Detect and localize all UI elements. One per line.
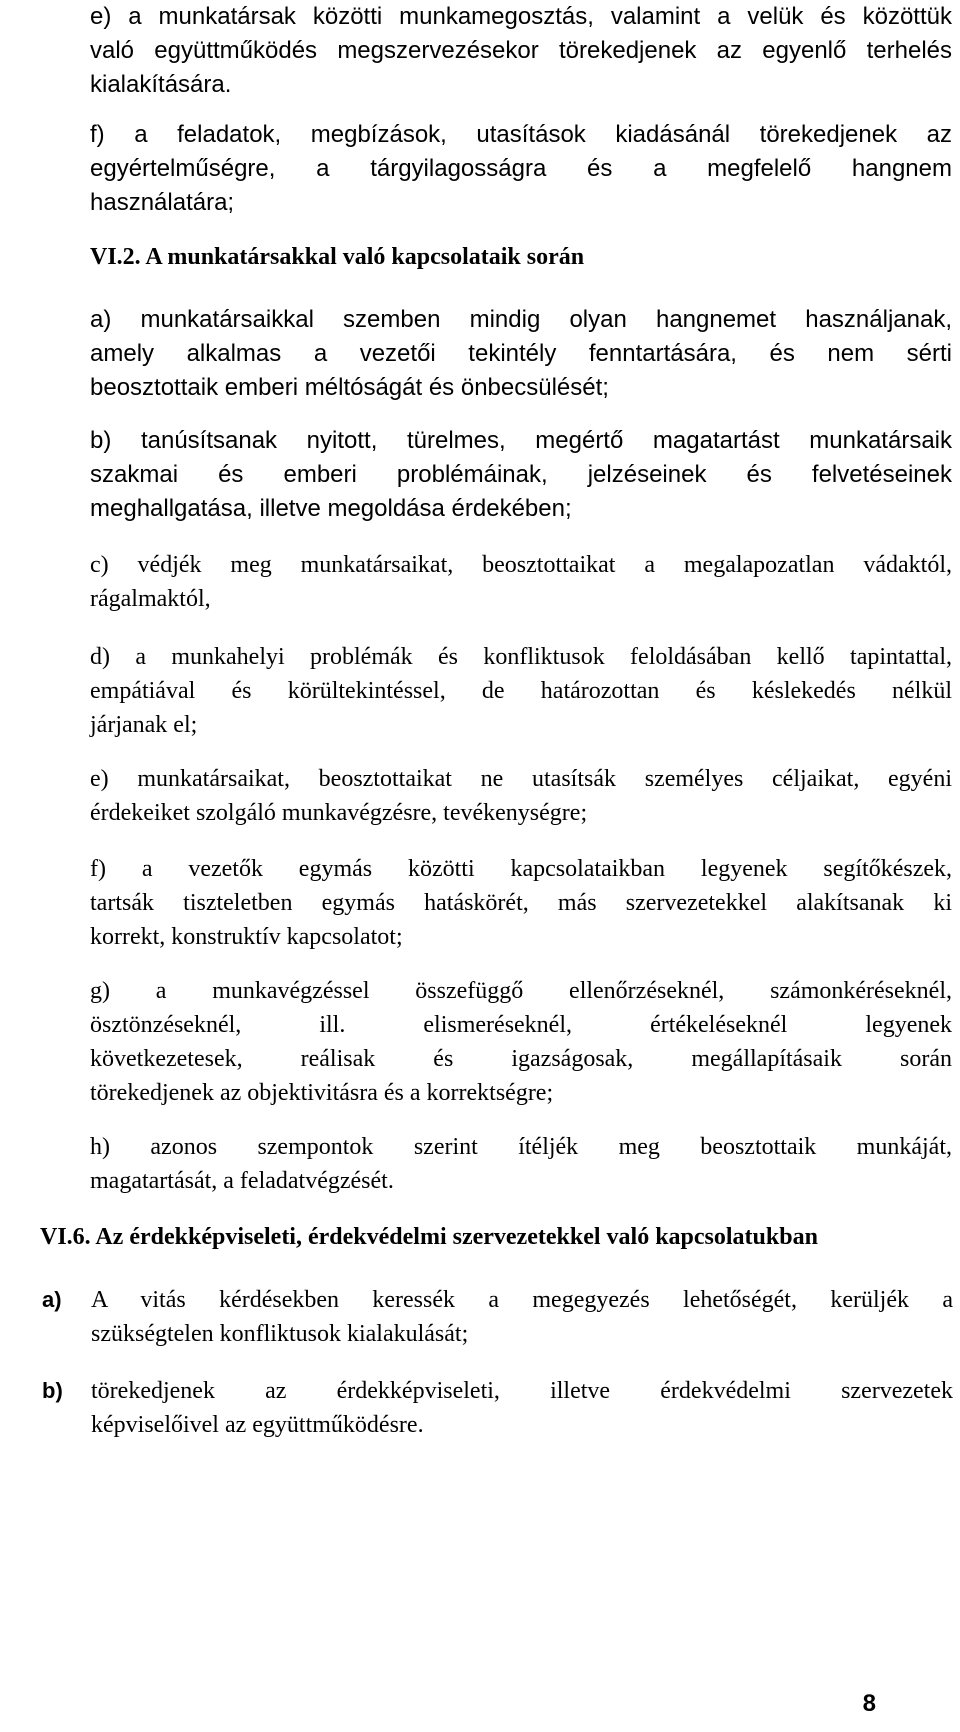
text-line: ösztönzéseknél, ill. elismeréseknél, értékeléseknél legyenek bbox=[90, 1012, 952, 1038]
text-line: f) a feladatok, megbízások, utasítások kiadásánál törekedjenek az bbox=[90, 121, 952, 148]
paragraph-vi2-f bbox=[90, 852, 952, 954]
text-line: tartsák tiszteletben egymás hatáskörét, más szervezetekkel alakítsanak ki bbox=[90, 890, 952, 916]
text-line: korrekt, konstruktív kapcsolatot; bbox=[90, 924, 403, 950]
page-number: 8 bbox=[862, 1690, 876, 1717]
paragraph-vi2-e bbox=[90, 762, 952, 830]
paragraph-vi2-g bbox=[90, 974, 952, 1110]
text-line: c) védjék meg munkatársaikat, beosztottaikat a megalapozatlan vádaktól, bbox=[90, 552, 952, 578]
text-line: f) a vezetők egymás közötti kapcsolataikban legyenek segítőkészek, bbox=[90, 856, 952, 882]
text-line: törekedjenek az érdekképviseleti, illetve érdekvédelmi szervezetek bbox=[91, 1378, 953, 1404]
text-line: érdekeiket szolgáló munkavégzésre, tevékenységre; bbox=[90, 800, 588, 826]
text-line: szakmai és emberi problémáinak, jelzéseinek és felvetéseinek bbox=[90, 461, 952, 488]
text-line: b) tanúsítsanak nyitott, türelmes, megértő magatartást munkatársaik bbox=[90, 427, 952, 454]
text-line: képviselőivel az együttműködésre. bbox=[91, 1412, 424, 1438]
list-marker: a) bbox=[42, 1287, 62, 1312]
text-line: h) azonos szempontok szerint ítéljék meg beosztottaik munkáját, bbox=[90, 1134, 952, 1160]
paragraph-vi2-d bbox=[90, 640, 952, 742]
text-line: törekedjenek az objektivitásra és a korrektségre; bbox=[90, 1080, 554, 1106]
text-line: g) a munkavégzéssel összefüggő ellenőrzéseknél, számonkéréseknél, bbox=[90, 978, 952, 1004]
text-line: egyértelműségre, a tárgyilagosságra és a megfelelő hangnem bbox=[90, 155, 952, 182]
text-line: szükségtelen konfliktusok kialakulását; bbox=[91, 1321, 469, 1347]
text-line: használatára; bbox=[90, 189, 235, 216]
text-line: e) munkatársaikat, beosztottaikat ne utasítsák személyes céljaikat, egyéni bbox=[90, 766, 952, 792]
text-line: való együttműködés megszervezésekor törekedjenek az egyenlő terhelés bbox=[90, 37, 952, 64]
text-line: következetesek, reálisak és igazságosak, megállapításaik során bbox=[90, 1046, 952, 1072]
list-marker: b) bbox=[42, 1378, 63, 1403]
text-line: rágalmaktól, bbox=[90, 586, 211, 612]
text-line: a) munkatársaikkal szemben mindig olyan hangnemet használjanak, bbox=[90, 306, 952, 333]
text-line: meghallgatása, illetve megoldása érdekében; bbox=[90, 495, 572, 522]
text-line: járjanak el; bbox=[90, 712, 198, 738]
text-line: empátiával és körültekintéssel, de határozottan és késlekedés nélkül bbox=[90, 678, 952, 704]
text-line: amely alkalmas a vezetői tekintély fenntartására, és nem sérti bbox=[90, 340, 952, 367]
paragraph-vi2-h bbox=[90, 1130, 952, 1198]
paragraph-item-e bbox=[90, 0, 952, 102]
text-line: d) a munkahelyi problémák és konfliktusok feloldásában kellő tapintattal, bbox=[90, 644, 952, 670]
list-item-text bbox=[91, 1283, 953, 1351]
paragraph-vi2-a bbox=[90, 303, 952, 405]
section-heading-vi2: VI.2. A munkatársakkal való kapcsolataik során bbox=[90, 244, 585, 270]
text-line: e) a munkatársak közötti munkamegosztás, valamint a velük és közöttük bbox=[90, 3, 952, 30]
paragraph-vi2-b bbox=[90, 424, 952, 526]
list-item-text bbox=[91, 1374, 953, 1442]
section-heading-vi6: VI.6. Az érdekképviseleti, érdekvédelmi szervezetekkel való kapcsolatukban bbox=[40, 1224, 818, 1250]
text-line: beosztottaik emberi méltóságát és önbecsülését; bbox=[90, 374, 609, 401]
paragraph-vi2-c bbox=[90, 548, 952, 616]
text-line: magatartását, a feladatvégzését. bbox=[90, 1168, 394, 1194]
paragraph-item-f bbox=[90, 118, 952, 220]
text-line: A vitás kérdésekben keressék a megegyezés lehetőségét, kerüljék a bbox=[91, 1287, 953, 1313]
text-line: kialakítására. bbox=[90, 71, 232, 98]
